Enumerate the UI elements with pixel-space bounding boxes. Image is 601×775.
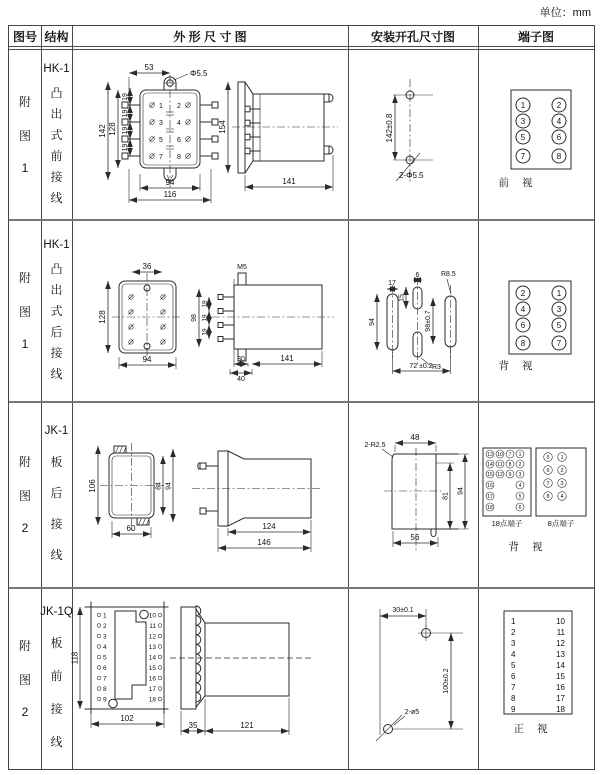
svg-text:6: 6 [556, 133, 562, 142]
svg-text:2: 2 [520, 289, 526, 298]
svg-text:8: 8 [508, 462, 512, 468]
svg-text:19: 19 [122, 93, 129, 101]
view-caption: 正 视 [513, 723, 553, 735]
svg-text:7: 7 [520, 152, 526, 161]
dim-40: 40 [237, 376, 245, 383]
dim-98: 98 [191, 314, 198, 322]
svg-text:2: 2 [177, 103, 181, 110]
dim-53: 53 [144, 63, 154, 72]
dim-106: 106 [88, 479, 97, 493]
rear-view [98, 262, 183, 369]
svg-text:18: 18 [148, 696, 156, 704]
dim-142: 142 [98, 124, 107, 138]
svg-text:13: 13 [148, 644, 156, 651]
dim-141: 141 [280, 354, 294, 363]
svg-text:6: 6 [511, 672, 516, 681]
svg-text:8: 8 [177, 154, 181, 161]
svg-text:18: 18 [487, 505, 493, 511]
dim-94: 94 [165, 178, 175, 187]
svg-text:6: 6 [177, 137, 181, 144]
structure-row1: HK-1 凸 出 式 前 接 线 [43, 62, 70, 205]
block-8-label: 8点端子 [547, 519, 575, 528]
svg-text:15: 15 [487, 472, 493, 478]
dim-81: 81 [442, 492, 450, 500]
svg-text:11: 11 [556, 628, 565, 637]
svg-text:9: 9 [103, 696, 107, 704]
svg-text:17: 17 [148, 686, 156, 693]
header-terminal: 端子图 [517, 30, 554, 44]
dim-r85: R8.5 [441, 271, 456, 278]
svg-text:7: 7 [546, 481, 550, 487]
svg-text:5: 5 [518, 494, 522, 500]
mounting-drawing-hk1-rear [348, 219, 478, 401]
header-mounting: 安装开孔尺寸图 [370, 30, 455, 44]
terminal-diagram-jk1 [478, 401, 594, 587]
svg-text:8: 8 [520, 339, 526, 348]
model-name: HK-1 [43, 62, 70, 75]
model-name: JK-1Q [40, 606, 73, 618]
svg-text:4: 4 [560, 494, 564, 500]
dim-154: 154 [218, 120, 227, 134]
svg-text:19: 19 [201, 314, 209, 322]
svg-text:3: 3 [518, 472, 522, 478]
side-view [170, 606, 312, 735]
svg-text:4: 4 [511, 650, 516, 659]
dim-r3: R3 [432, 364, 441, 371]
svg-text:2: 2 [103, 623, 107, 630]
model-name: JK-1 [44, 425, 69, 437]
svg-text:12: 12 [556, 639, 565, 648]
front-view [98, 63, 218, 203]
mounting-drawing-jk1 [348, 401, 478, 587]
svg-text:3: 3 [560, 481, 564, 487]
dim-m5: M5 [237, 264, 247, 271]
svg-text:15: 15 [148, 665, 156, 672]
svg-text:1: 1 [556, 289, 562, 298]
dim-98-07: 98±0.7 [425, 310, 432, 332]
svg-text:3: 3 [511, 639, 516, 648]
dim-94: 94 [457, 487, 465, 495]
dim-60: 60 [126, 524, 136, 533]
fig-label-row1: 附 图 1 [18, 95, 31, 175]
view-caption: 前 视 [498, 177, 538, 189]
dim-146: 146 [257, 538, 271, 547]
dim-56: 56 [410, 533, 420, 542]
front-view [88, 443, 173, 538]
svg-text:4: 4 [518, 483, 522, 489]
svg-text:17: 17 [487, 494, 493, 500]
side-view [218, 82, 338, 191]
dim-128: 128 [108, 122, 117, 136]
terminal-diagram-hk1-rear [478, 219, 594, 401]
svg-text:1: 1 [518, 452, 522, 458]
svg-text:3: 3 [159, 120, 163, 127]
header-outline: 外 形 尺 寸 图 [173, 30, 247, 44]
svg-text:7: 7 [508, 452, 512, 458]
left-terminal-pins [97, 613, 101, 701]
svg-text:3: 3 [103, 633, 107, 641]
dim-84: 84 [155, 482, 163, 490]
dim-6: 6 [415, 272, 420, 279]
svg-text:7: 7 [103, 675, 107, 683]
svg-text:6: 6 [103, 665, 107, 672]
svg-text:1: 1 [520, 101, 526, 110]
svg-text:16: 16 [487, 483, 493, 489]
dim-2r25: 2-R2.5 [364, 442, 386, 449]
svg-text:6: 6 [518, 505, 522, 511]
dim-121: 121 [240, 721, 254, 730]
view-caption: 背 视 [508, 541, 548, 553]
svg-text:15: 15 [556, 672, 565, 681]
svg-text:13: 13 [487, 452, 493, 458]
view-caption: 背 视 [498, 360, 538, 372]
dim-116: 116 [163, 190, 177, 199]
svg-text:13: 13 [556, 650, 565, 659]
dim-124: 124 [262, 522, 276, 531]
dim-35: 35 [188, 721, 198, 730]
svg-text:5: 5 [511, 661, 516, 670]
svg-text:1: 1 [103, 612, 107, 620]
terminal-block-8 [536, 448, 586, 528]
dim-128: 128 [98, 310, 107, 324]
svg-text:5: 5 [546, 455, 550, 461]
dim-102: 102 [120, 714, 134, 723]
svg-text:1: 1 [560, 455, 564, 461]
svg-text:12: 12 [148, 633, 156, 641]
terminal-diagram-jk1q [478, 587, 594, 769]
svg-text:1: 1 [511, 617, 516, 626]
svg-text:8: 8 [103, 686, 107, 693]
dim-15: 15 [398, 294, 406, 302]
structure-row2: HK-1 凸 出 式 后 接 线 [43, 238, 70, 381]
svg-text:14: 14 [487, 462, 493, 468]
hole-spec: 2-Φ5.5 [399, 171, 424, 180]
side-view [191, 264, 334, 383]
block-18-label: 18点端子 [491, 519, 523, 528]
svg-text:19: 19 [201, 300, 209, 308]
svg-text:14: 14 [148, 654, 156, 662]
svg-text:2: 2 [560, 468, 564, 474]
svg-text:4: 4 [520, 305, 526, 314]
mounting-drawing-hk1-front [348, 49, 478, 219]
svg-text:12: 12 [497, 472, 503, 478]
dim-36: 36 [142, 262, 152, 271]
dim-94: 94 [142, 355, 152, 364]
outline-drawing-jk1 [72, 401, 348, 587]
svg-text:5: 5 [520, 133, 526, 142]
svg-text:16: 16 [148, 675, 156, 683]
dim-17: 17 [388, 280, 396, 287]
svg-text:7: 7 [159, 154, 163, 161]
svg-text:19: 19 [201, 328, 209, 336]
front-view [71, 602, 169, 728]
svg-text:6: 6 [546, 468, 550, 474]
svg-text:9: 9 [511, 705, 516, 714]
structure-row3: JK-1 板 后 接 线 [44, 425, 69, 562]
svg-text:11: 11 [497, 462, 503, 468]
header-divider [9, 46, 594, 47]
svg-text:4: 4 [556, 117, 562, 126]
svg-text:8: 8 [511, 694, 516, 703]
terminal-number: 1 [159, 103, 163, 110]
svg-text:11: 11 [149, 623, 156, 630]
dim-48: 48 [410, 433, 420, 442]
dim-118: 118 [70, 651, 80, 665]
mounting-drawing-jk1q [348, 587, 478, 769]
unit-label: 单位：mm [539, 7, 591, 19]
svg-text:9: 9 [508, 472, 512, 478]
svg-text:4: 4 [103, 644, 107, 651]
header-fig-no: 图号 [12, 30, 37, 44]
svg-text:4: 4 [177, 120, 181, 127]
fig-label-row4: 附 图 2 [18, 639, 31, 719]
svg-text:5: 5 [556, 321, 562, 330]
dim-94: 94 [369, 318, 376, 326]
fig-label-row3: 附 图 2 [18, 455, 31, 535]
dim-94: 94 [165, 482, 173, 490]
outline-drawing-hk1-front [72, 49, 348, 219]
svg-text:2: 2 [556, 101, 562, 110]
svg-text:6: 6 [520, 321, 526, 330]
svg-text:10: 10 [148, 612, 156, 620]
svg-text:2: 2 [518, 462, 522, 468]
svg-text:10: 10 [556, 617, 565, 626]
side-view [192, 451, 322, 552]
svg-text:7: 7 [556, 339, 562, 348]
dim-142-08: 142±0.8 [385, 113, 394, 143]
terminal-block-18 [483, 448, 531, 528]
dim-phi55: Φ5.5 [190, 69, 208, 78]
svg-text:19: 19 [122, 143, 129, 152]
svg-text:19: 19 [122, 109, 129, 118]
svg-text:5: 5 [159, 137, 163, 144]
svg-text:17: 17 [556, 694, 565, 703]
dim-30-01: 30±0.1 [392, 607, 414, 614]
svg-text:10: 10 [497, 452, 503, 458]
dim-141: 141 [282, 177, 296, 186]
svg-text:14: 14 [556, 661, 565, 670]
svg-text:5: 5 [103, 654, 107, 662]
outline-drawing-hk1-rear [72, 219, 348, 401]
svg-text:8: 8 [556, 152, 562, 161]
model-name: HK-1 [43, 238, 70, 251]
right-terminal-pins [158, 613, 162, 701]
svg-text:16: 16 [556, 683, 565, 692]
svg-text:8: 8 [546, 494, 550, 500]
structure-row4: JK-1Q 板 前 接 线 [40, 606, 73, 749]
hole-spec: 2-ø5 [404, 709, 420, 716]
fig-label-row2: 附 图 1 [18, 271, 31, 351]
dim-72: 72 ±0.2 [409, 363, 433, 370]
dim-30: 30 [237, 356, 245, 363]
svg-text:3: 3 [520, 117, 526, 126]
svg-text:18: 18 [556, 705, 565, 714]
svg-text:3: 3 [556, 305, 562, 314]
terminal-diagram-hk1-front [478, 49, 594, 219]
dim-100-02: 100±0.2 [443, 668, 450, 694]
spec-table [8, 25, 595, 770]
svg-text:19: 19 [122, 126, 129, 135]
svg-text:7: 7 [511, 683, 516, 692]
outline-drawing-jk1q [72, 587, 348, 769]
header-structure: 结构 [44, 30, 69, 44]
svg-text:2: 2 [511, 628, 516, 637]
